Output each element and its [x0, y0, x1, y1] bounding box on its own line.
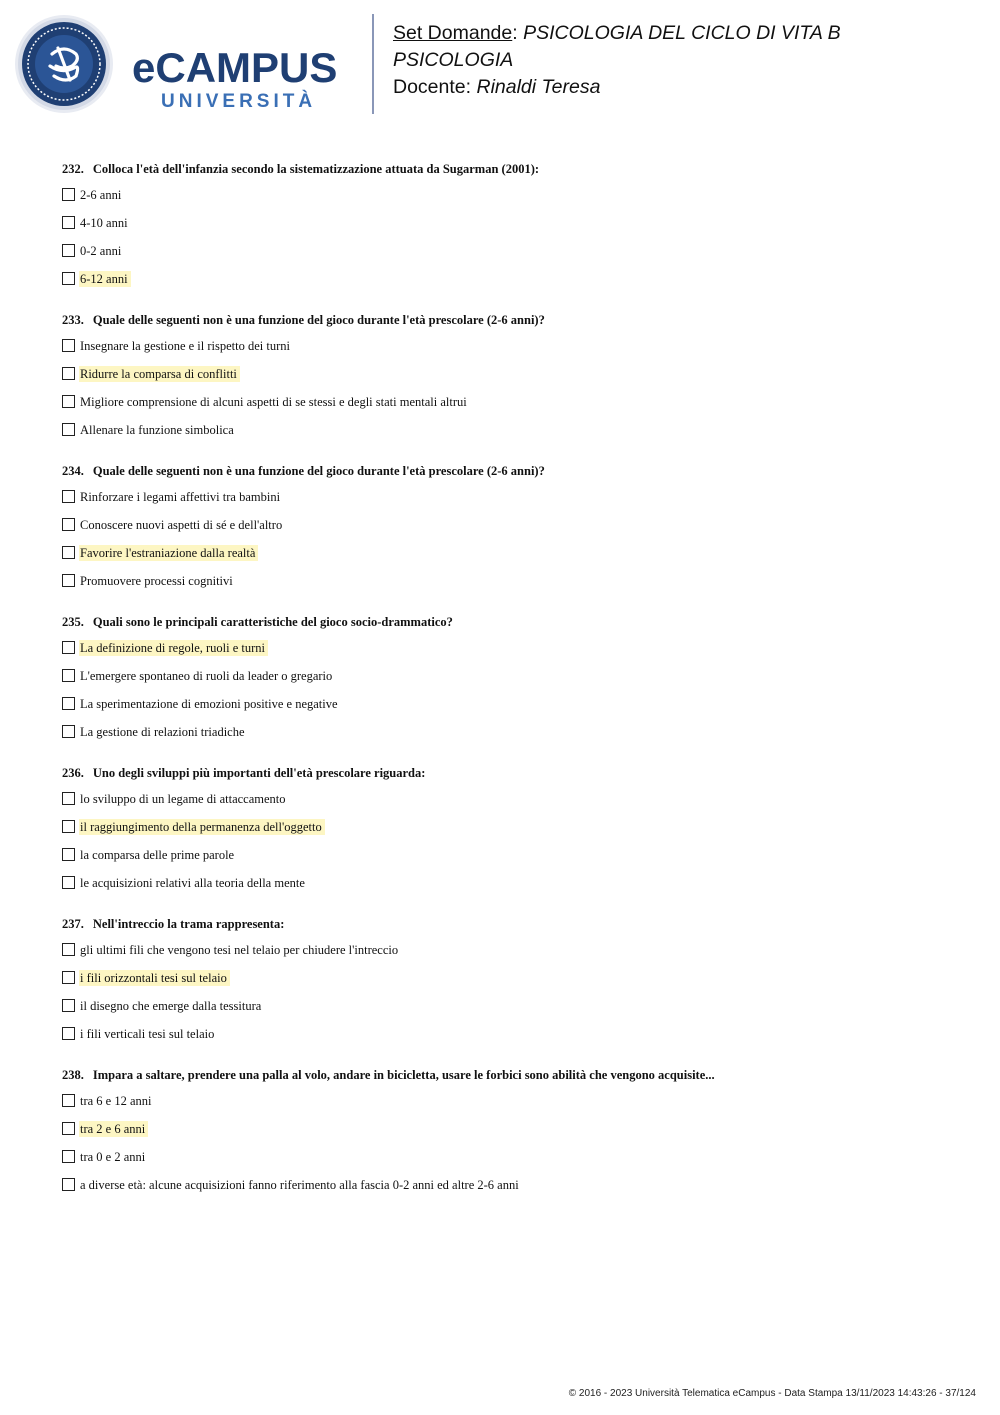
answer-text: Insegnare la gestione e il rispetto dei turni	[80, 339, 291, 353]
answer-checkbox[interactable]	[62, 792, 75, 805]
answer-text: 4-10 anni	[80, 216, 128, 230]
answer-checkbox[interactable]	[62, 339, 75, 352]
answer-option	[62, 1026, 962, 1054]
answer-checkbox[interactable]	[62, 1094, 75, 1107]
answer-option	[62, 791, 962, 819]
answer-text: Conoscere nuovi aspetti di sé e dell'altro	[80, 518, 283, 532]
answer-option	[62, 366, 962, 394]
answer-checkbox[interactable]	[62, 546, 75, 559]
answer-checkbox[interactable]	[62, 423, 75, 436]
answer-checkbox[interactable]	[62, 999, 75, 1012]
answer-text: Promuovere processi cognitivi	[80, 574, 233, 588]
answer-checkbox[interactable]	[62, 1178, 75, 1191]
answer-option	[62, 187, 962, 215]
answer-text: gli ultimi fili che vengono tesi nel telaio per chiudere l'intreccio	[80, 943, 399, 957]
answer-checkbox[interactable]	[62, 490, 75, 503]
answer-checkbox[interactable]	[62, 1150, 75, 1163]
question-title	[62, 312, 962, 328]
question-block	[62, 1067, 962, 1205]
header-divider	[372, 14, 374, 114]
answer-checkbox[interactable]	[62, 272, 75, 285]
answer-text-highlighted: tra 2 e 6 anni	[79, 1121, 148, 1137]
question-title	[62, 765, 962, 781]
question-title	[62, 916, 962, 932]
answer-option	[62, 970, 962, 998]
question-text: Quali sono le principali caratteristiche del gioco socio-drammatico?	[92, 615, 453, 629]
answer-option	[62, 696, 962, 724]
answer-option	[62, 1093, 962, 1121]
wordmark-subtitle: UNIVERSITÀ	[161, 91, 317, 112]
question-text: Uno degli sviluppi più importanti dell'età prescolare riguarda:	[92, 766, 426, 780]
answer-text-highlighted: 6-12 anni	[79, 271, 131, 287]
answer-checkbox[interactable]	[62, 848, 75, 861]
answer-text-highlighted: Ridurre la comparsa di conflitti	[79, 366, 240, 382]
answer-checkbox[interactable]	[62, 697, 75, 710]
ecampus-wordmark-logo	[132, 42, 357, 112]
set-label: Set Domande	[393, 22, 513, 44]
answer-checkbox[interactable]	[62, 1027, 75, 1040]
answer-option	[62, 1149, 962, 1177]
answer-checkbox[interactable]	[62, 669, 75, 682]
page-header	[0, 0, 1000, 130]
answer-text-highlighted: il raggiungimento della permanenza dell'oggetto	[79, 819, 325, 835]
question-number: 237.	[62, 917, 84, 931]
answer-option	[62, 422, 962, 450]
question-number: 233.	[62, 313, 84, 327]
answer-option	[62, 215, 962, 243]
question-text: Impara a saltare, prendere una palla al volo, andare in bicicletta, usare le forbici sono abilità che vengono acquisite...	[92, 1068, 715, 1082]
answer-option	[62, 942, 962, 970]
answer-text-highlighted: La definizione di regole, ruoli e turni	[79, 640, 268, 656]
ecampus-seal-logo	[14, 14, 114, 114]
question-block	[62, 765, 962, 903]
answer-text: i fili verticali tesi sul telaio	[80, 1027, 215, 1041]
answer-text: Migliore comprensione di alcuni aspetti di se stessi e degli stati mentali altrui	[80, 395, 467, 409]
answer-checkbox[interactable]	[62, 518, 75, 531]
answer-option	[62, 1177, 962, 1205]
answer-text-highlighted: Favorire l'estraniazione dalla realtà	[79, 545, 258, 561]
answer-option	[62, 847, 962, 875]
answer-option	[62, 724, 962, 752]
answer-option	[62, 517, 962, 545]
question-text: Colloca l'età dell'infanzia secondo la sistematizzazione attuata da Sugarman (2001):	[92, 162, 540, 176]
answer-text-highlighted: i fili orizzontali tesi sul telaio	[79, 970, 230, 986]
answer-text: L'emergere spontaneo di ruoli da leader o gregario	[80, 669, 333, 683]
answer-option	[62, 1121, 962, 1149]
answer-text: La sperimentazione di emozioni positive e negative	[80, 697, 338, 711]
question-block	[62, 916, 962, 1054]
question-block	[62, 614, 962, 752]
answer-text: le acquisizioni relativi alla teoria della mente	[80, 876, 305, 890]
answer-option	[62, 998, 962, 1026]
answer-option	[62, 338, 962, 366]
answer-checkbox[interactable]	[62, 641, 75, 654]
answer-text: lo sviluppo di un legame di attaccamento	[80, 792, 286, 806]
answer-checkbox[interactable]	[62, 876, 75, 889]
answer-option	[62, 271, 962, 299]
answer-text: La gestione di relazioni triadiche	[80, 725, 245, 739]
set-line	[393, 20, 953, 47]
answer-checkbox[interactable]	[62, 188, 75, 201]
teacher-line	[393, 74, 953, 101]
answer-text: Rinforzare i legami affettivi tra bambini	[80, 490, 281, 504]
question-title	[62, 463, 962, 479]
answer-text: il disegno che emerge dalla tessitura	[80, 999, 262, 1013]
answer-checkbox[interactable]	[62, 216, 75, 229]
question-text: Quale delle seguenti non è una funzione del gioco durante l'età prescolare (2-6 anni)?	[92, 313, 545, 327]
answer-checkbox[interactable]	[62, 574, 75, 587]
answer-checkbox[interactable]	[62, 367, 75, 380]
answer-text: la comparsa delle prime parole	[80, 848, 235, 862]
course-title-line1: PSICOLOGIA DEL CICLO DI VITA B	[523, 22, 841, 44]
question-list	[62, 161, 962, 1218]
answer-text: 0-2 anni	[80, 244, 122, 258]
answer-checkbox[interactable]	[62, 1122, 75, 1135]
answer-checkbox[interactable]	[62, 244, 75, 257]
wordmark-text: eCAMPUS	[132, 44, 338, 91]
question-text: Quale delle seguenti non è una funzione del gioco durante l'età prescolare (2-6 anni)?	[92, 464, 545, 478]
answer-option	[62, 668, 962, 696]
set-separator: :	[512, 22, 518, 44]
question-number: 232.	[62, 162, 84, 176]
question-number: 235.	[62, 615, 84, 629]
question-block	[62, 161, 962, 299]
answer-option	[62, 489, 962, 517]
question-title	[62, 1067, 962, 1083]
answer-option	[62, 573, 962, 601]
answer-option	[62, 640, 962, 668]
course-title-line2: PSICOLOGIA	[393, 49, 514, 71]
answer-checkbox[interactable]	[62, 725, 75, 738]
answer-text: tra 6 e 12 anni	[80, 1094, 152, 1108]
question-block	[62, 463, 962, 601]
question-title	[62, 161, 962, 177]
question-number: 236.	[62, 766, 84, 780]
header-info	[393, 20, 953, 101]
answer-option	[62, 545, 962, 573]
answer-checkbox[interactable]	[62, 395, 75, 408]
teacher-name: Rinaldi Teresa	[476, 76, 601, 98]
answer-text: Allenare la funzione simbolica	[80, 423, 234, 437]
answer-option	[62, 875, 962, 903]
answer-checkbox[interactable]	[62, 943, 75, 956]
answer-option	[62, 394, 962, 422]
answer-text: a diverse età: alcune acquisizioni fanno riferimento alla fascia 0-2 anni ed altre 2-6 anni	[80, 1178, 519, 1192]
question-number: 234.	[62, 464, 84, 478]
question-number: 238.	[62, 1068, 84, 1082]
question-text: Nell'intreccio la trama rappresenta:	[92, 917, 285, 931]
question-title	[62, 614, 962, 630]
teacher-label: Docente:	[393, 76, 472, 98]
answer-text: tra 0 e 2 anni	[80, 1150, 146, 1164]
page-footer: © 2016 - 2023 Università Telematica eCampus - Data Stampa 13/11/2023 14:43:26 - 37/124	[568, 1388, 976, 1399]
answer-option	[62, 819, 962, 847]
answer-option	[62, 243, 962, 271]
answer-text: 2-6 anni	[80, 188, 122, 202]
question-block	[62, 312, 962, 450]
answer-checkbox[interactable]	[62, 971, 75, 984]
answer-checkbox[interactable]	[62, 820, 75, 833]
